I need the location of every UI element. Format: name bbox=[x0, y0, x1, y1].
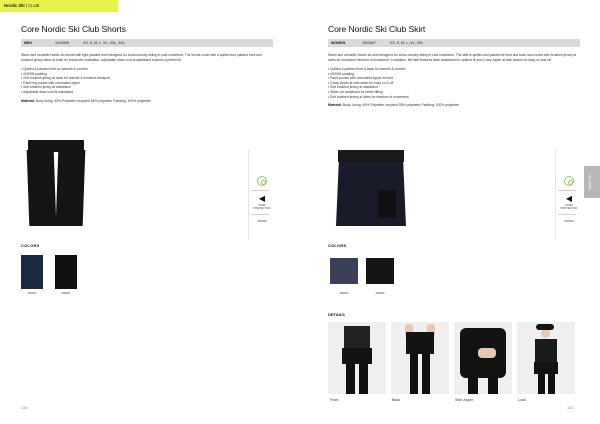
divider bbox=[558, 190, 576, 191]
feature-list bbox=[21, 67, 273, 95]
leg bbox=[422, 354, 430, 394]
wind-icon: ◀ bbox=[565, 194, 573, 203]
colors-heading: COLORS bbox=[328, 243, 347, 248]
colors-heading: COLORS bbox=[21, 243, 40, 248]
swatch-code: 999000 bbox=[375, 292, 385, 295]
color-swatch-black[interactable] bbox=[55, 255, 77, 289]
warmth-icon bbox=[257, 176, 267, 186]
feature-item: • 40GSM padding bbox=[328, 72, 580, 77]
detail-photo-look[interactable] bbox=[517, 322, 575, 394]
product-info-bar bbox=[328, 39, 580, 47]
right-product-panel bbox=[328, 24, 580, 107]
skirt bbox=[534, 362, 558, 374]
icon-caption: WIND PROTECTION bbox=[560, 204, 578, 210]
feature-icons-right bbox=[558, 176, 580, 223]
feature-item: • Adjustable draw cord at waistband bbox=[21, 90, 273, 95]
material-label: Material: bbox=[328, 103, 342, 108]
shorts-left-leg bbox=[27, 150, 57, 226]
feature-item: • Soft brushed jersey at waistband bbox=[21, 85, 273, 90]
product-description: Warm and versatile Nordic ski skirt designed for cross-country skiing in cold conditions. The skirt is quilted and padded at front and back and comes with brushed jersey at sides for enhanced freedom of movement. In addition, the skirt features wide waistband for optimal fit and 2-way zipper at side seams for easy on and off. bbox=[328, 53, 577, 62]
feature-item: • Patch pocket with concealed zipper at front bbox=[328, 76, 580, 81]
product-description: Warm and versatile Nordic ski shorts with light padded front designed for cross-country skiing in cold conditions. The shorts come with a quilted and padded front and brushed jersey fabric at back for enhanced ventilation. Adjustable draw-cord at waistband ensures a perfect fit. bbox=[21, 53, 262, 62]
hand bbox=[478, 348, 496, 358]
leg bbox=[468, 376, 478, 394]
feature-item: • Soft brushed jersey at sides for freedom of movement bbox=[328, 95, 580, 100]
color-swatch-navy[interactable] bbox=[330, 258, 358, 284]
skirt-waistband bbox=[338, 150, 404, 162]
material-value: Body lining: 45% Polyester recycled 55% polyester Padding: 100% polyester bbox=[35, 98, 151, 103]
detail-photo-back[interactable] bbox=[391, 322, 449, 394]
detail-caption: Front bbox=[330, 398, 339, 402]
section-header-bar: Nordic Ski | CLUB bbox=[0, 0, 118, 12]
swatch-code: 999000 bbox=[61, 292, 71, 295]
material-text bbox=[21, 99, 273, 103]
divider bbox=[251, 214, 269, 215]
wind-icon: ◀ bbox=[258, 194, 266, 203]
feature-item: • 2-way zipper at side seam for easy on & off bbox=[328, 81, 580, 86]
detail-caption: Side zipper bbox=[455, 398, 473, 402]
leg bbox=[488, 376, 498, 394]
section-side-tab[interactable] bbox=[584, 166, 600, 198]
feature-item: • Soft brushed jersey at back for warmth & moisture transport bbox=[21, 76, 273, 81]
gender-label: MEN bbox=[24, 41, 32, 45]
product-title: Core Nordic Ski Club Shorts bbox=[21, 24, 126, 34]
hat bbox=[536, 324, 554, 330]
feature-list bbox=[328, 67, 580, 99]
page-number-right: 141 bbox=[567, 405, 574, 410]
detail-photo-side-zipper[interactable] bbox=[454, 322, 512, 394]
material-label: Material: bbox=[21, 98, 35, 103]
left-product-panel bbox=[21, 24, 273, 103]
section-name: CLUB bbox=[28, 3, 40, 8]
icon-caption: WIND PROTECTION bbox=[253, 204, 271, 210]
feature-item: • 40GSM padding bbox=[21, 72, 273, 77]
color-swatch-navy[interactable] bbox=[21, 255, 43, 289]
details-heading: DETAILS bbox=[328, 312, 345, 317]
color-swatch-black[interactable] bbox=[366, 258, 394, 284]
feature-item: • Quilted & padded front for warmth & comfort bbox=[21, 67, 273, 72]
product-code: 1912695 bbox=[55, 41, 69, 45]
size-range: XS, S, M, L, XL, XXL, 3XL bbox=[83, 41, 125, 45]
section-brand: Nordic Ski bbox=[4, 3, 25, 8]
divider-line bbox=[248, 150, 249, 240]
feature-item: • Quilted & padded front & back for warmth & comfort bbox=[328, 67, 580, 72]
feature-item: • Soft brushed jersey at waistband bbox=[328, 85, 580, 90]
leg bbox=[538, 374, 545, 394]
divider bbox=[558, 214, 576, 215]
detail-caption: Look bbox=[518, 398, 526, 402]
divider-line bbox=[555, 150, 556, 240]
feature-item: • Patch leg pocket with concealed zipper bbox=[21, 81, 273, 86]
page-number-left: 140 bbox=[21, 405, 28, 410]
swatch-code: 396000 bbox=[339, 292, 349, 295]
leg bbox=[410, 354, 418, 394]
feature-icons-left bbox=[251, 176, 273, 223]
material-text bbox=[328, 103, 580, 107]
swatch-code: 396000 bbox=[27, 292, 37, 295]
product-info-bar bbox=[21, 39, 273, 47]
side-tab-label: Nordic Ski bbox=[588, 174, 592, 190]
skirt bbox=[342, 348, 372, 364]
skirt bbox=[406, 332, 434, 354]
leg bbox=[548, 374, 555, 394]
size-range: XS, S, M, L, XL, XXL bbox=[390, 41, 424, 45]
shorts-right-leg bbox=[56, 150, 86, 226]
zipper-icon: ZIPPER bbox=[257, 220, 267, 223]
feature-item: • Wider cut waistband for better fitting bbox=[328, 90, 580, 95]
gender-label: WOMEN bbox=[331, 41, 346, 45]
material-value: Body Lining: 45% Polyester recycled 55% polyester Padding: 100% polyester bbox=[342, 103, 460, 108]
skirt-pocket bbox=[378, 190, 396, 218]
leg bbox=[346, 364, 355, 394]
product-code: 1912697 bbox=[362, 41, 376, 45]
warmth-icon bbox=[564, 176, 574, 186]
leg bbox=[359, 364, 368, 394]
product-title: Core Nordic Ski Club Skirt bbox=[328, 24, 426, 34]
zipper-icon: ZIPPER bbox=[564, 220, 574, 223]
detail-photo-front[interactable] bbox=[328, 322, 386, 394]
divider bbox=[251, 190, 269, 191]
detail-caption: Back bbox=[392, 398, 400, 402]
